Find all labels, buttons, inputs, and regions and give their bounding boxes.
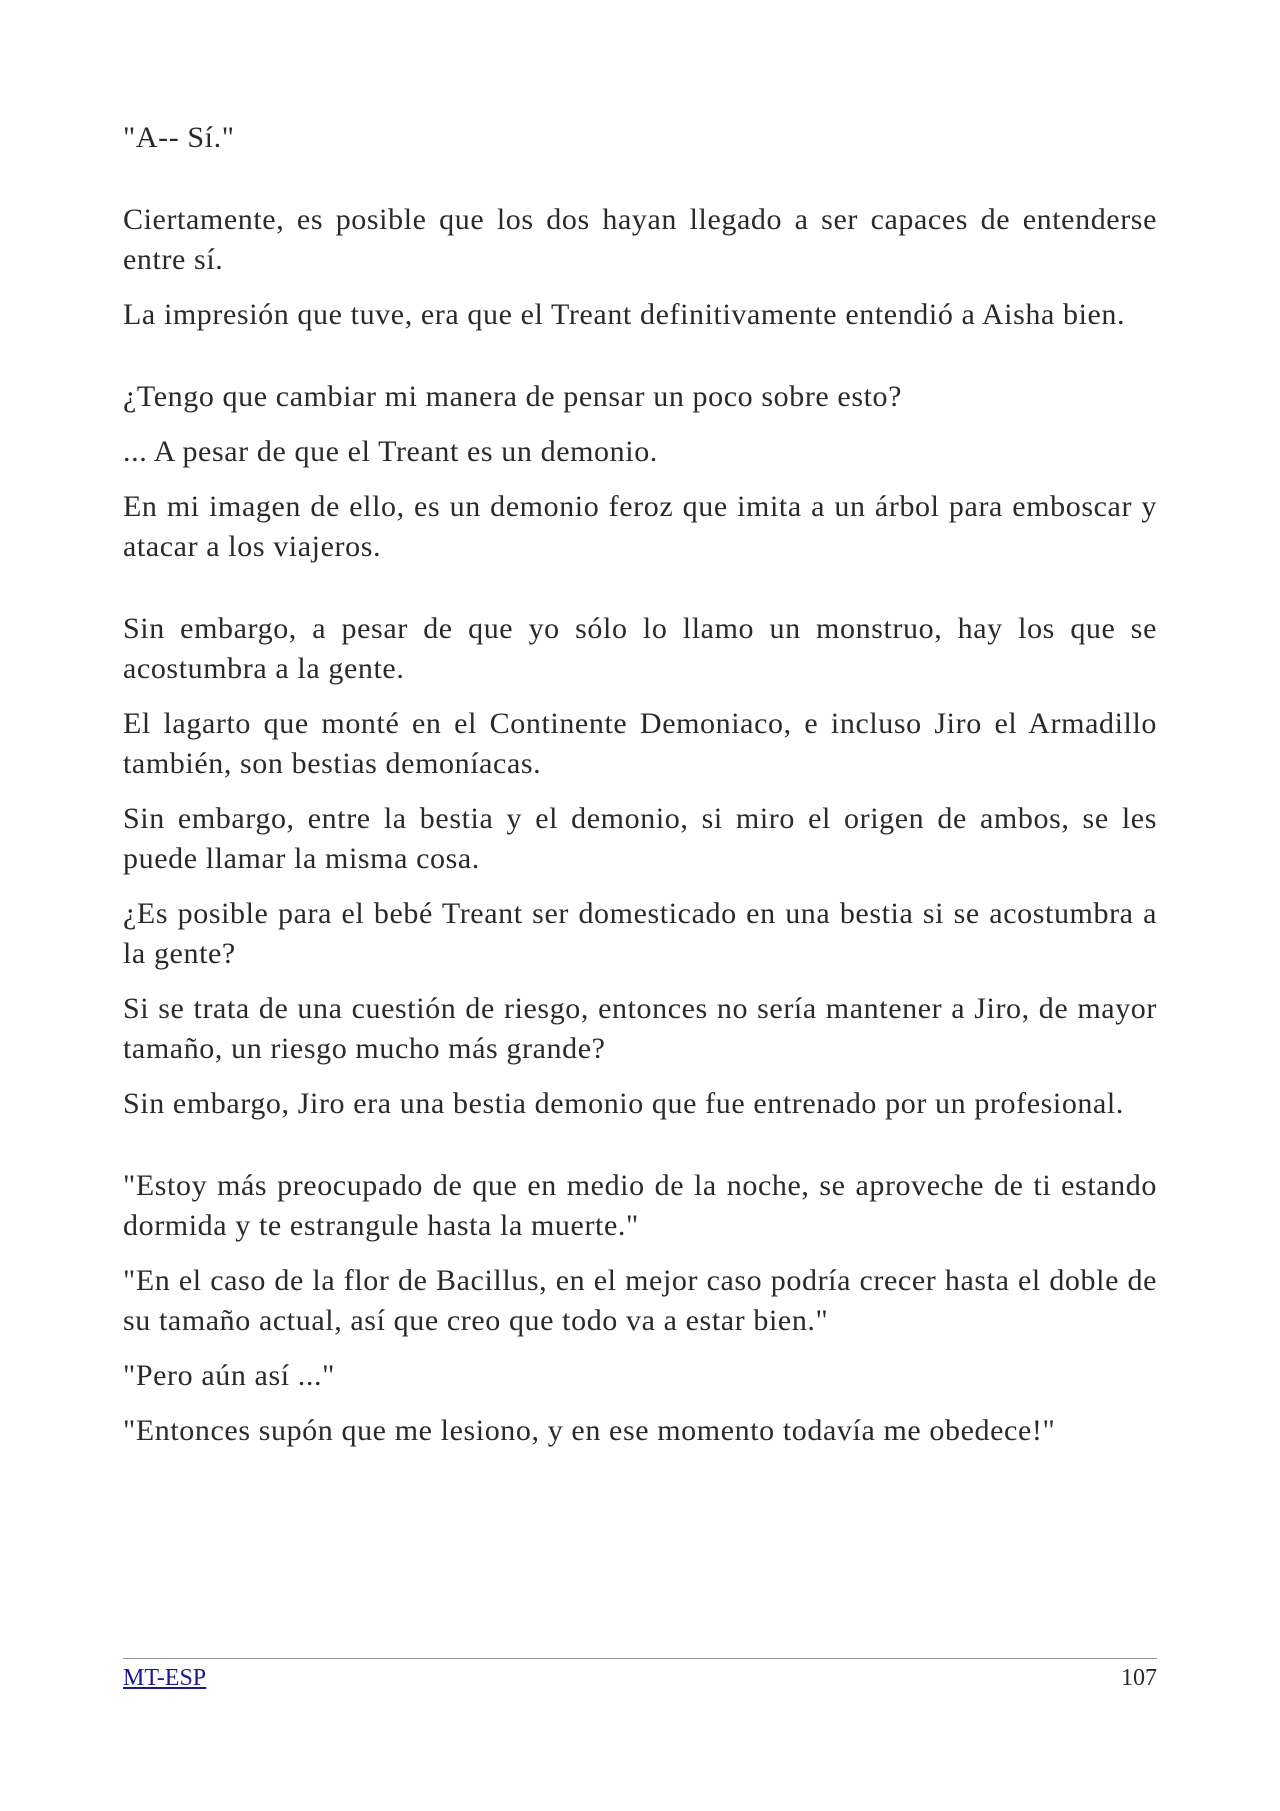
paragraph: "Estoy más preocupado de que en medio de la noche, se aproveche de ti estando dormida y te estrangule hasta la muerte." [123, 1169, 1157, 1242]
paragraph: En mi imagen de ello, es un demonio feroz que imita a un árbol para emboscar y atacar a los viajeros. [123, 490, 1157, 563]
paragraph: Sin embargo, Jiro era una bestia demonio que fue entrenado por un profesional. [123, 1087, 1124, 1120]
paragraph: Ciertamente, es posible que los dos hayan llegado a ser capaces de entenderse entre sí. [123, 203, 1157, 276]
paragraph: Sin embargo, entre la bestia y el demonio, si miro el origen de ambos, se les puede llamar la misma cosa. [123, 802, 1157, 875]
page-body [123, 118, 1157, 1451]
paragraph: ¿Tengo que cambiar mi manera de pensar un poco sobre esto? [123, 380, 903, 413]
footer-source-link[interactable]: MT-ESP [123, 1665, 207, 1691]
paragraph: Sin embargo, a pesar de que yo sólo lo llamo un monstruo, hay los que se acostumbra a la gente. [123, 612, 1157, 685]
paragraph: El lagarto que monté en el Continente Demoniaco, e incluso Jiro el Armadillo también, son bestias demoníacas. [123, 707, 1157, 780]
paragraph: ... A pesar de que el Treant es un demonio. [123, 435, 658, 468]
paragraph: Si se trata de una cuestión de riesgo, entonces no sería mantener a Jiro, de mayor tamaño, un riesgo mucho más grande? [123, 992, 1157, 1065]
paragraph: ¿Es posible para el bebé Treant ser domesticado en una bestia si se acostumbra a la gente? [123, 897, 1157, 970]
paragraph: "Pero aún así ..." [123, 1359, 335, 1392]
paragraph: "En el caso de la flor de Bacillus, en el mejor caso podría crecer hasta el doble de su tamaño actual, así que creo que todo va a estar bien." [123, 1264, 1157, 1337]
paragraph: La impresión que tuve, era que el Treant definitivamente entendió a Aisha bien. [123, 298, 1126, 331]
paragraph: "A-- Sí." [123, 121, 235, 154]
page-footer [123, 1658, 1157, 1693]
page-number: 107 [1121, 1665, 1157, 1691]
paragraph: "Entonces supón que me lesiono, y en ese momento todavía me obedece!" [123, 1414, 1056, 1447]
